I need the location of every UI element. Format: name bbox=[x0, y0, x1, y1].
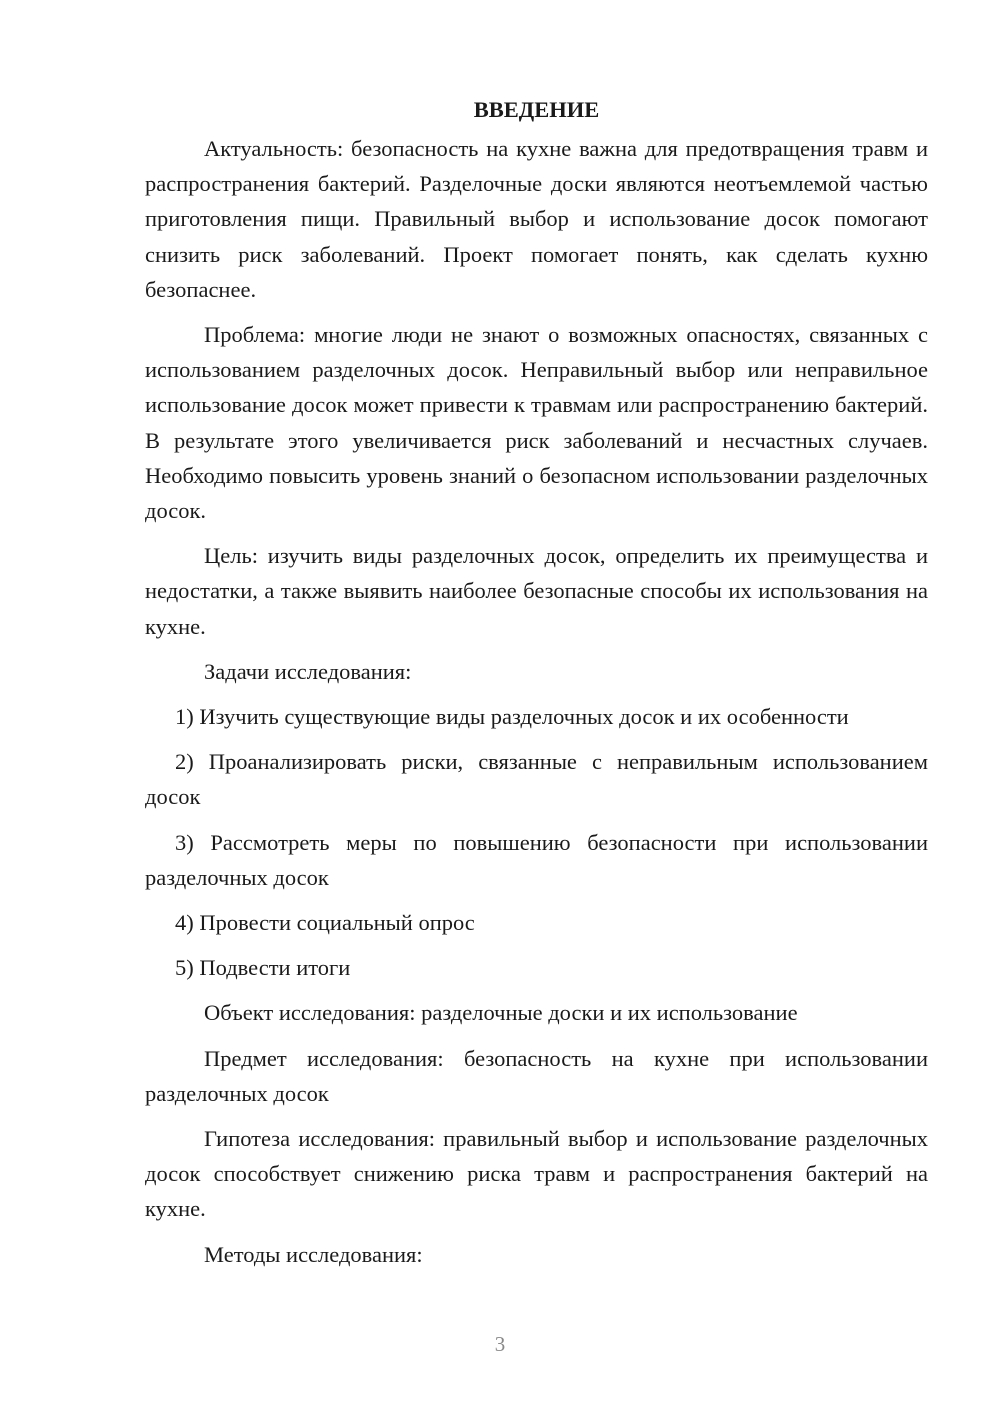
page-title: ВВЕДЕНИЕ bbox=[473, 97, 600, 122]
task-item-2: 2) Проанализировать риски, связанные с неправильным использованием досок bbox=[145, 749, 928, 810]
document-page bbox=[145, 92, 928, 1282]
task-item-1: 1) Изучить существующие виды разделочных досок и их особенности bbox=[175, 704, 849, 730]
page-number: 3 bbox=[494, 1332, 506, 1356]
goal-paragraph: Цель: изучить виды разделочных досок, определить их преимущества и недостатки, а также выявить наиболее безопасные способы их использования на кухне. bbox=[145, 543, 928, 639]
object-paragraph: Объект исследования: разделочные доски и их использование bbox=[204, 1000, 798, 1026]
tasks-heading: Задачи исследования: bbox=[204, 658, 412, 684]
problem-paragraph: Проблема: многие люди не знают о возможных опасностях, связанных с использованием разделочных досок. Неправильный выбор или неправильное использование досок может привести к травмам или распространению бактерий. В результате этого увеличивается риск заболеваний и несчастных случаев. Необходимо повысить уровень знаний о безопасном использовании разделочных досок. bbox=[145, 322, 928, 524]
task-item-4: 4) Провести социальный опрос bbox=[175, 910, 475, 936]
task-item-3: 3) Рассмотреть меры по повышению безопасности при использовании разделочных досок bbox=[145, 829, 928, 890]
methods-heading: Методы исследования: bbox=[204, 1241, 423, 1267]
relevance-paragraph: Актуальность: безопасность на кухне важна для предотвращения травм и распространения бактерий. Разделочные доски являются неотъемлемой частью приготовления пищи. Правильный выбор и использование досок помогают снизить риск заболеваний. Проект помогает понять, как сделать кухню безопаснее. bbox=[145, 136, 928, 302]
task-item-5: 5) Подвести итоги bbox=[175, 955, 351, 981]
subject-paragraph: Предмет исследования: безопасность на кухне при использовании разделочных досок bbox=[145, 1045, 928, 1106]
hypothesis-paragraph: Гипотеза исследования: правильный выбор и использование разделочных досок способствует снижению риска травм и распространения бактерий на кухне. bbox=[145, 1126, 928, 1222]
